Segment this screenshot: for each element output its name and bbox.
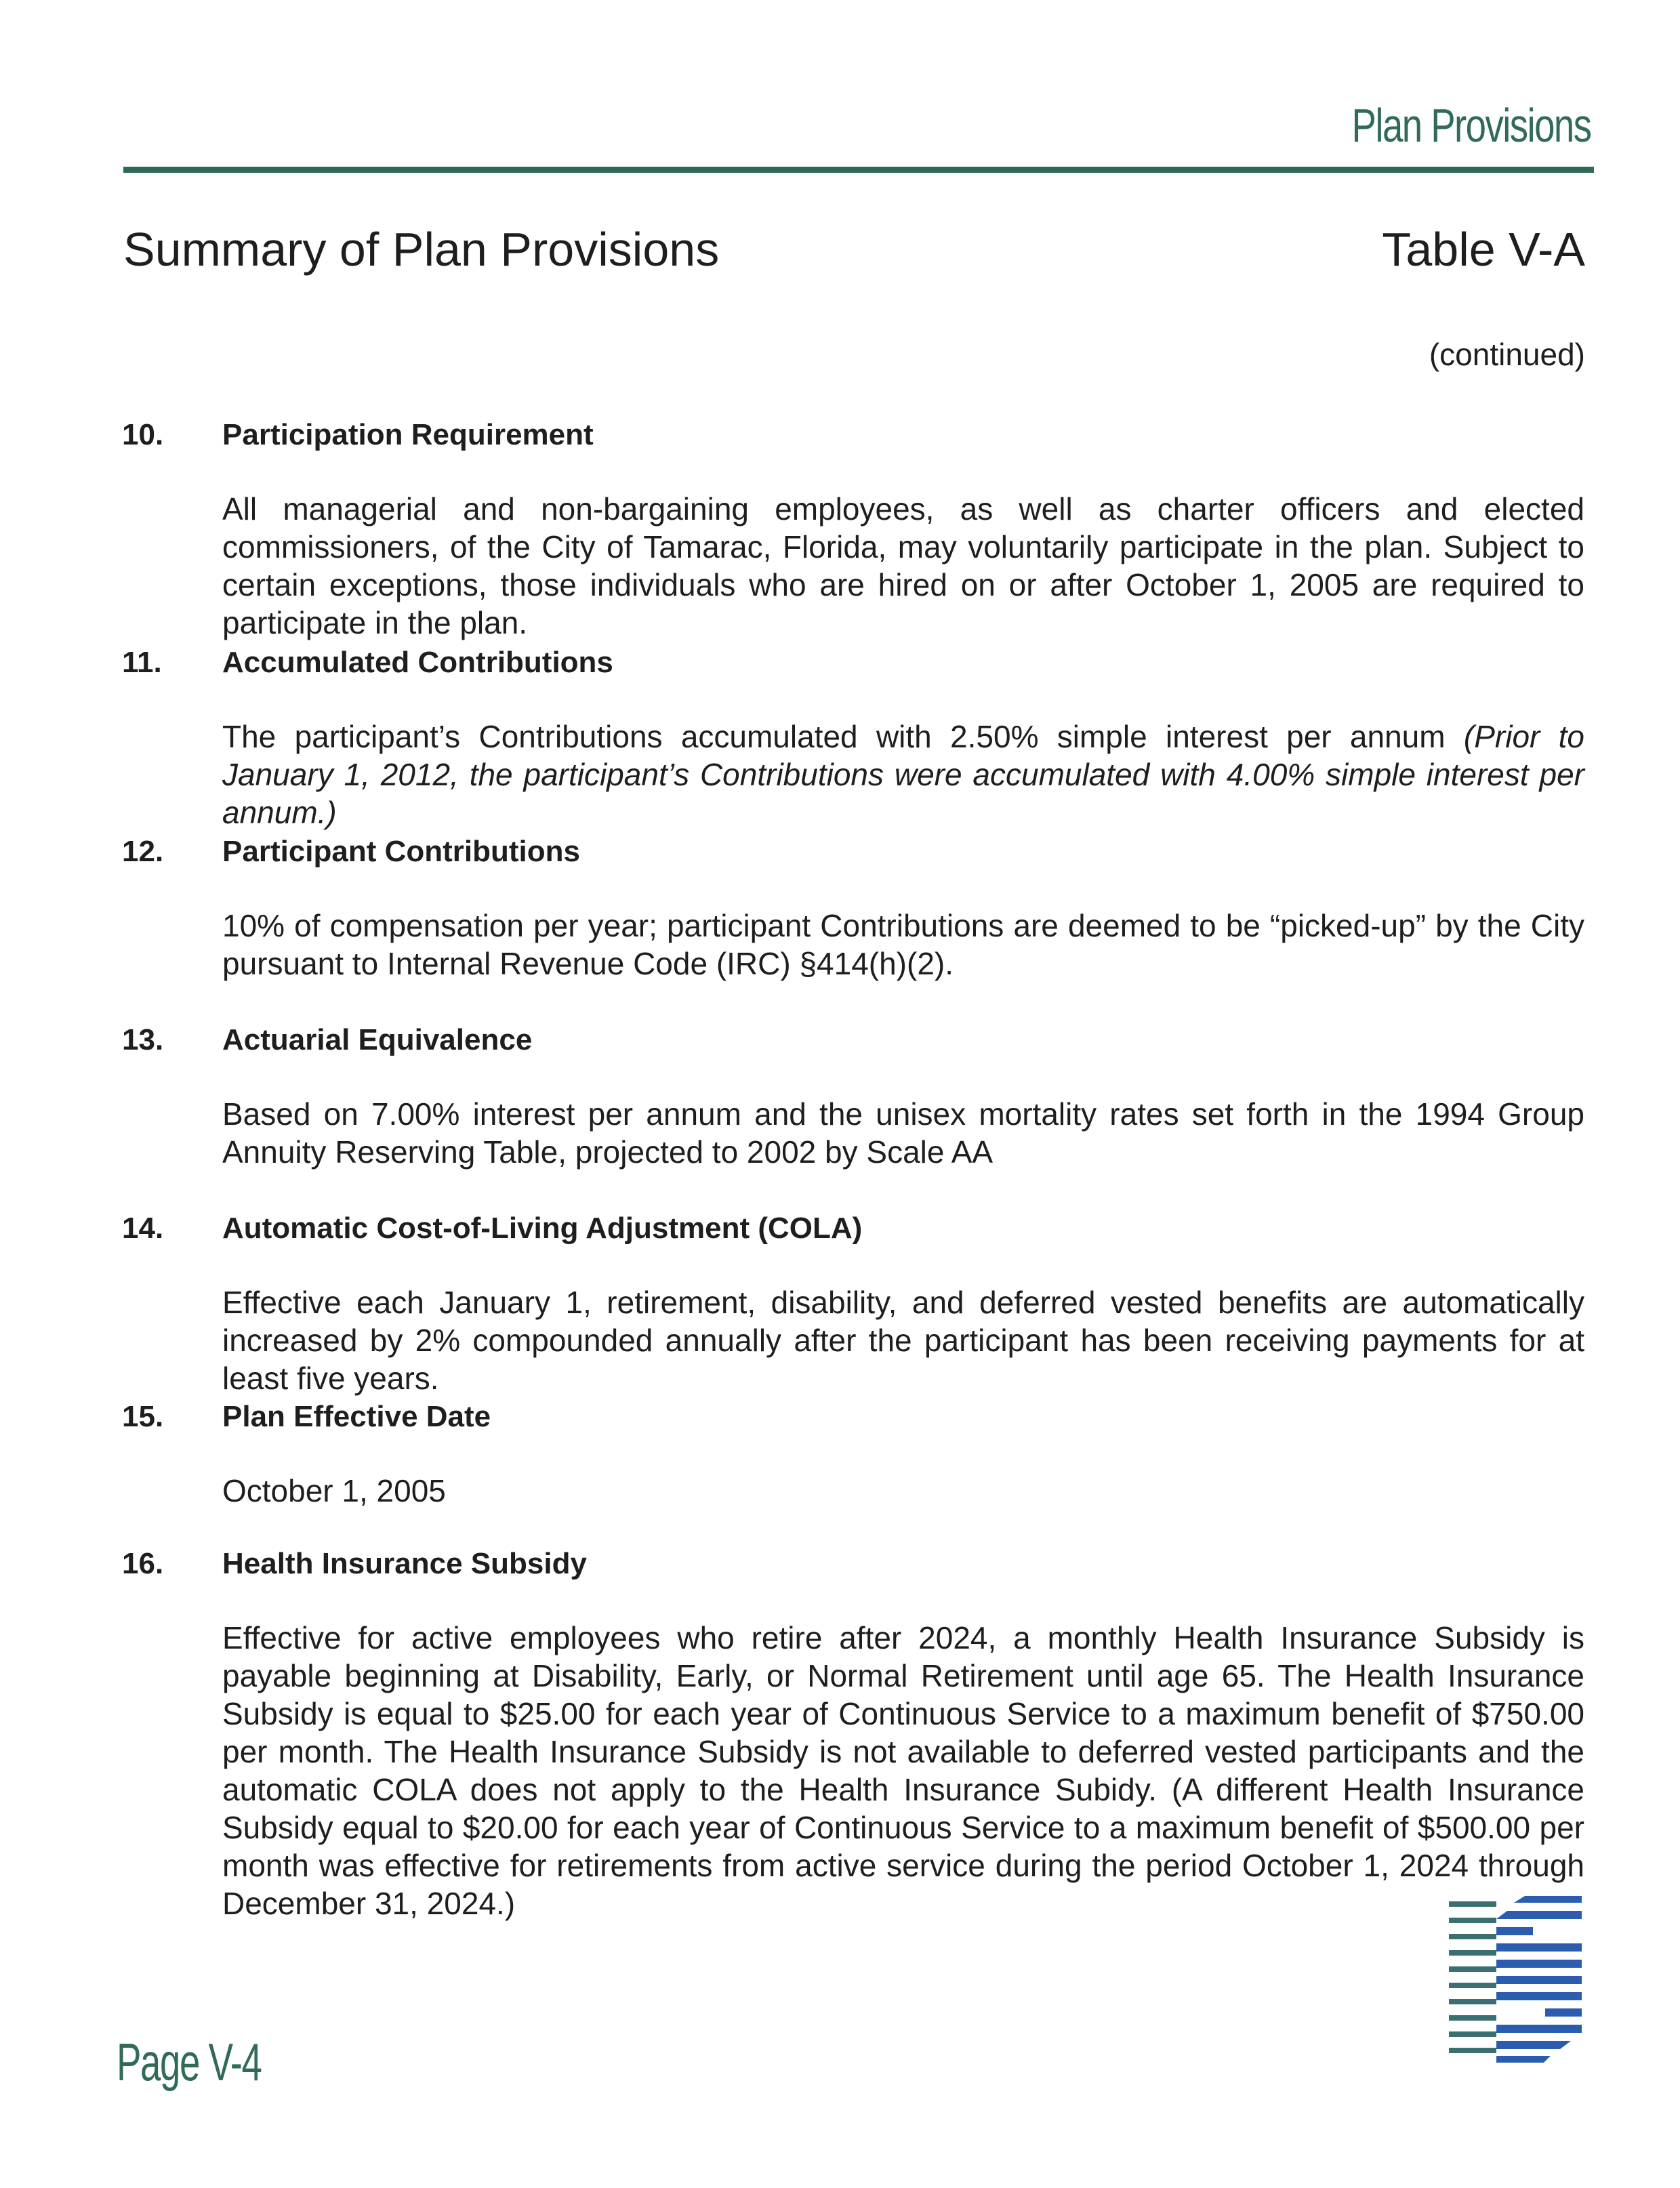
section-number: 14. bbox=[122, 1212, 164, 1245]
section-body: Effective for active employees who retire after 2024, a monthly Health Insurance Subsidy is payable beginning at Disability, Early, or Normal Retirement until age 65. The Health Insurance Subsidy is equal to $25.00 for each year of Continuous Service to a maximum benefit of $750.00 per month. The Health Insurance Subsidy is not available to deferred vested participants and the automatic COLA does not apply to the Health Insurance Subidy. (A different Health Insurance Subsidy equal to $20.00 for each year of Continuous Service to a maximum benefit of $500.00 per month was effective for retirements from active service during the period October 1, 2024 through December 31, 2024.) bbox=[222, 1620, 1584, 1921]
section-number: 10. bbox=[122, 418, 164, 451]
section-number: 12. bbox=[122, 835, 164, 868]
section-heading: Accumulated Contributions bbox=[222, 646, 613, 679]
section-body-text: The participant’s Contributions accumulated with 2.50% simple interest per annum bbox=[222, 719, 1446, 754]
company-logo-icon bbox=[1449, 1896, 1582, 2064]
section-body: October 1, 2005 bbox=[222, 1473, 446, 1508]
section-heading: Automatic Cost-of-Living Adjustment (COLA) bbox=[222, 1212, 863, 1245]
section-heading: Plan Effective Date bbox=[222, 1400, 491, 1433]
section-number: 13. bbox=[122, 1023, 164, 1056]
table-label: Table V-A bbox=[1382, 223, 1585, 276]
section-label: Plan Provisions bbox=[1351, 99, 1591, 152]
section-number: 15. bbox=[122, 1400, 164, 1433]
section-body bbox=[222, 718, 1584, 831]
section-number: 16. bbox=[122, 1547, 164, 1580]
section-heading: Participant Contributions bbox=[222, 835, 580, 868]
page-title: Summary of Plan Provisions bbox=[123, 223, 720, 276]
page-number: Page V-4 bbox=[117, 2032, 262, 2092]
section-body: Effective each January 1, retirement, disability, and deferred vested benefits are automatically increased by 2% compounded annually after the participant has been receiving payments for at least five years. bbox=[222, 1285, 1584, 1396]
header-rule bbox=[123, 167, 1594, 173]
section-heading: Health Insurance Subsidy bbox=[222, 1547, 587, 1580]
continued-note: (continued) bbox=[1429, 337, 1585, 372]
section-body: All managerial and non-bargaining employees, as well as charter officers and elected commissioners, of the City of Tamarac, Florida, may voluntarily participate in the plan. Subject to certain exceptions, those individuals who are hired on or after October 1, 2005 are required to participate in the plan. bbox=[222, 491, 1584, 640]
section-heading: Participation Requirement bbox=[222, 418, 594, 451]
section-body: 10% of compensation per year; participant Contributions are deemed to be “picked-up” by the City pursuant to Internal Revenue Code (IRC) §414(h)(2). bbox=[222, 908, 1584, 981]
section-heading: Actuarial Equivalence bbox=[222, 1023, 533, 1056]
section-number: 11. bbox=[122, 646, 162, 679]
section-body-italic-note: (Prior to January 1, 2012, the participant’s Contributions were accumulated with 4.00% simple interest per annum.) bbox=[222, 719, 1585, 830]
section-body: Based on 7.00% interest per annum and the unisex mortality rates set forth in the 1994 Group Annuity Reserving Table, projected to 2002 by Scale AA bbox=[222, 1096, 1584, 1170]
